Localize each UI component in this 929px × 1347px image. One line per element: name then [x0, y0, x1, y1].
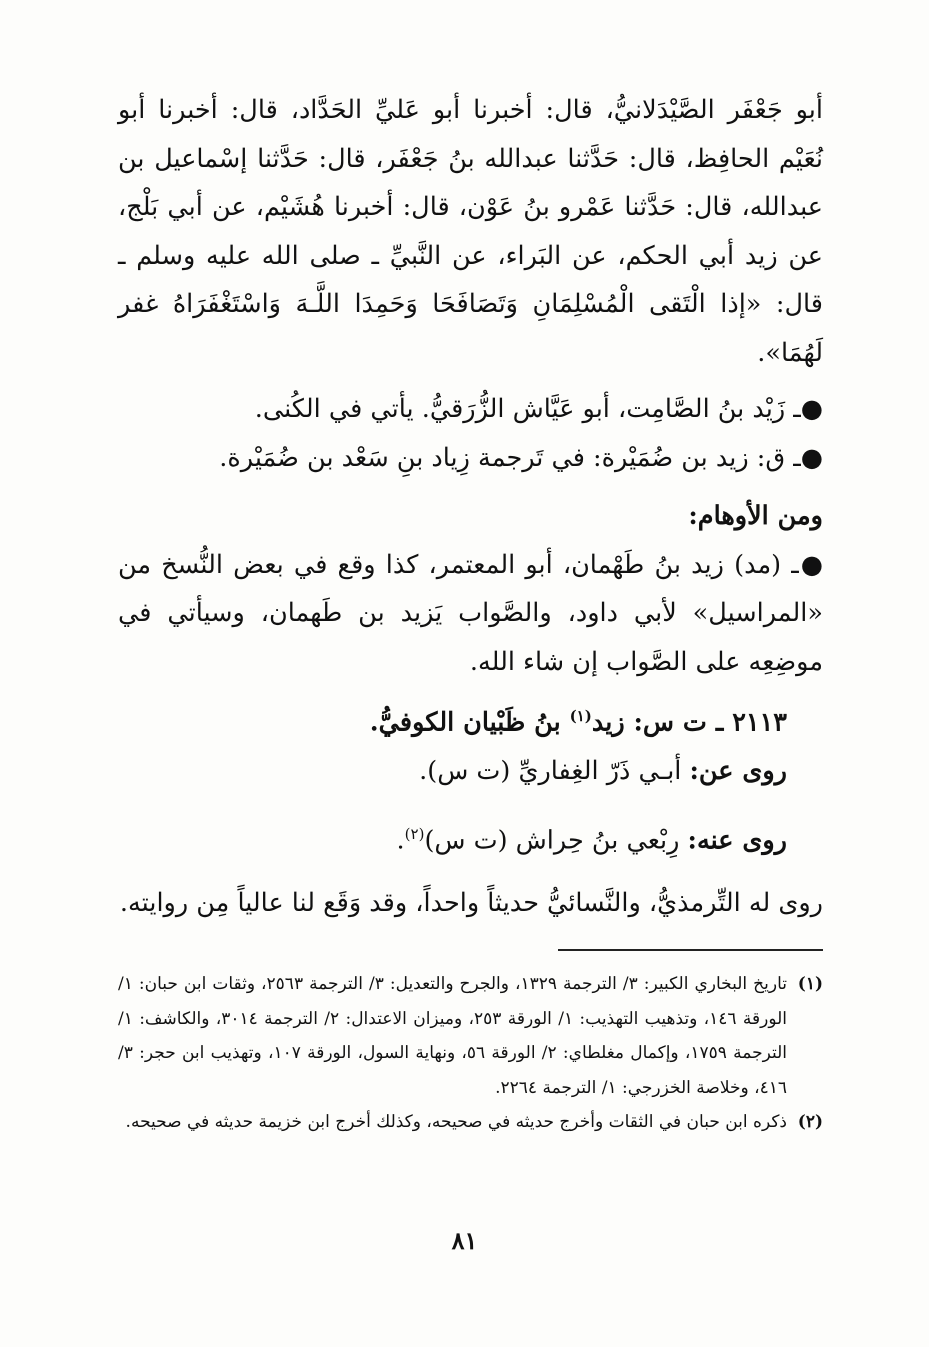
bullet-zayd-ibn-dumayra: ●ـ ق: زيد بن ضُمَيْرة: في تَرجمة زِياد بنِ سَعْد بن ضُمَيْرة.	[219, 442, 823, 473]
footnote-2	[118, 1105, 823, 1140]
footnote-ref-1: (١)	[569, 707, 592, 725]
footnote-2-text: ذكره ابن حبان في الثقات وأخرج حديثه في صحيحه، وكذلك أخرج ابن خزيمة حديثه في صحيحه.	[125, 1112, 787, 1132]
entry-name: بنُ ظَبْيان الكوفيُّ.	[369, 707, 570, 738]
footnotes	[118, 967, 823, 1140]
section-heading-awham: ومن الأوهام:	[688, 501, 823, 531]
isnad-paragraph: أبو جَعْفَر الصَّيْدَلانيُّ، قال: أخبرنا أبو عَليِّ الحَدَّاد، قال: أخبرنا أبو نُعَيْم الحافِظ، قال: حَدَّثنا عبدالله بنُ جَعْفَر، قال: حَدَّثنا إسْماعيل بن عبدالله، قال: حَدَّثنا عَمْرو بنُ عَوْن، قال: أخبرنا هُشَيْم، عن أبي بَلْج، عن زيد أبي الحكم، عن البَراء، عن النَّبيِّ ـ صلى الله عليه وسلم ـ قال: «إذا الْتَقى الْمُسْلِمَانِ وَتَصَافَحَا وَحَمِدَا اللَّـهَ وَاسْتَغْفَرَاهُ غفر لَهُمَا».	[118, 95, 823, 368]
footnote-separator	[558, 949, 823, 951]
footnote-1	[118, 967, 823, 1105]
awham-paragraph: ●ـ (مد) زيد بنُ طَهْمان، أبو المعتمر، كذا وقع في بعض النُّسخ من «المراسيل» لأبي داود، والصَّواب يَزيد بن طَهمان، وسيأتي في موضِعِه على الصَّواب إن شاء الله.	[118, 549, 823, 677]
rawa-anhu-label: روى عنه:	[687, 825, 787, 855]
footnote-1-text: تاريخ البخاري الكبير: ٣/ الترجمة ١٣٢٩، والجرح والتعديل: ٣/ الترجمة ٢٥٦٣، وثقات ابن حبان: ١/ الورقة ١٤٦، وتذهيب التهذيب: ١/ الورقة ٢٥٣، وميزان الاعتدال: ٢/ الترجمة ٣٠١٤، والكاشف: ١/ الترجمة ١٧٥٩، وإكمال مغلطاي: ٢/ الورقة ٥٦، ونهاية السول، الورقة ١٠٧، وتهذيب ابن حجر: ٣/ ٤١٦، وخلاصة الخزرجي: ١/ الترجمة ٢٢٦٤.	[118, 974, 787, 1098]
entry-number: ٢١١٣ ـ	[715, 707, 787, 738]
rawa-lahu-paragraph: روى له التِّرمذيُّ، والنَّسائيُّ حديثاً واحداً، وقد وَقَع لنا عالياً مِن روايته.	[119, 887, 823, 918]
bullet-zayd-ibn-al-samit: ●ـ زَيْد بنُ الصَّامِت، أبو عَيَّاش الزُّرَقيُّ. يأتي في الكُنى.	[254, 394, 823, 424]
rawa-an-line	[118, 747, 823, 796]
rawa-anhu-end: .	[396, 825, 405, 855]
footnote-ref-2: (٢)	[404, 824, 425, 843]
entry-prefix: ت س: زيد	[591, 707, 707, 738]
entry-heading-2113	[118, 692, 823, 747]
footnote-2-number: (٢)	[797, 1112, 823, 1132]
rawa-anhu-text: رِبْعي بنُ حِراش (ت س)	[424, 825, 688, 855]
page-number: ٨١	[451, 1226, 478, 1255]
rawa-an-text: أبـي ذَرّ الغِفاريِّ (ت س).	[419, 756, 690, 786]
footnote-1-number: (١)	[797, 974, 823, 994]
rawa-anhu-line	[118, 810, 823, 865]
rawa-an-label: روى عن:	[689, 756, 787, 786]
main-text	[118, 86, 823, 927]
